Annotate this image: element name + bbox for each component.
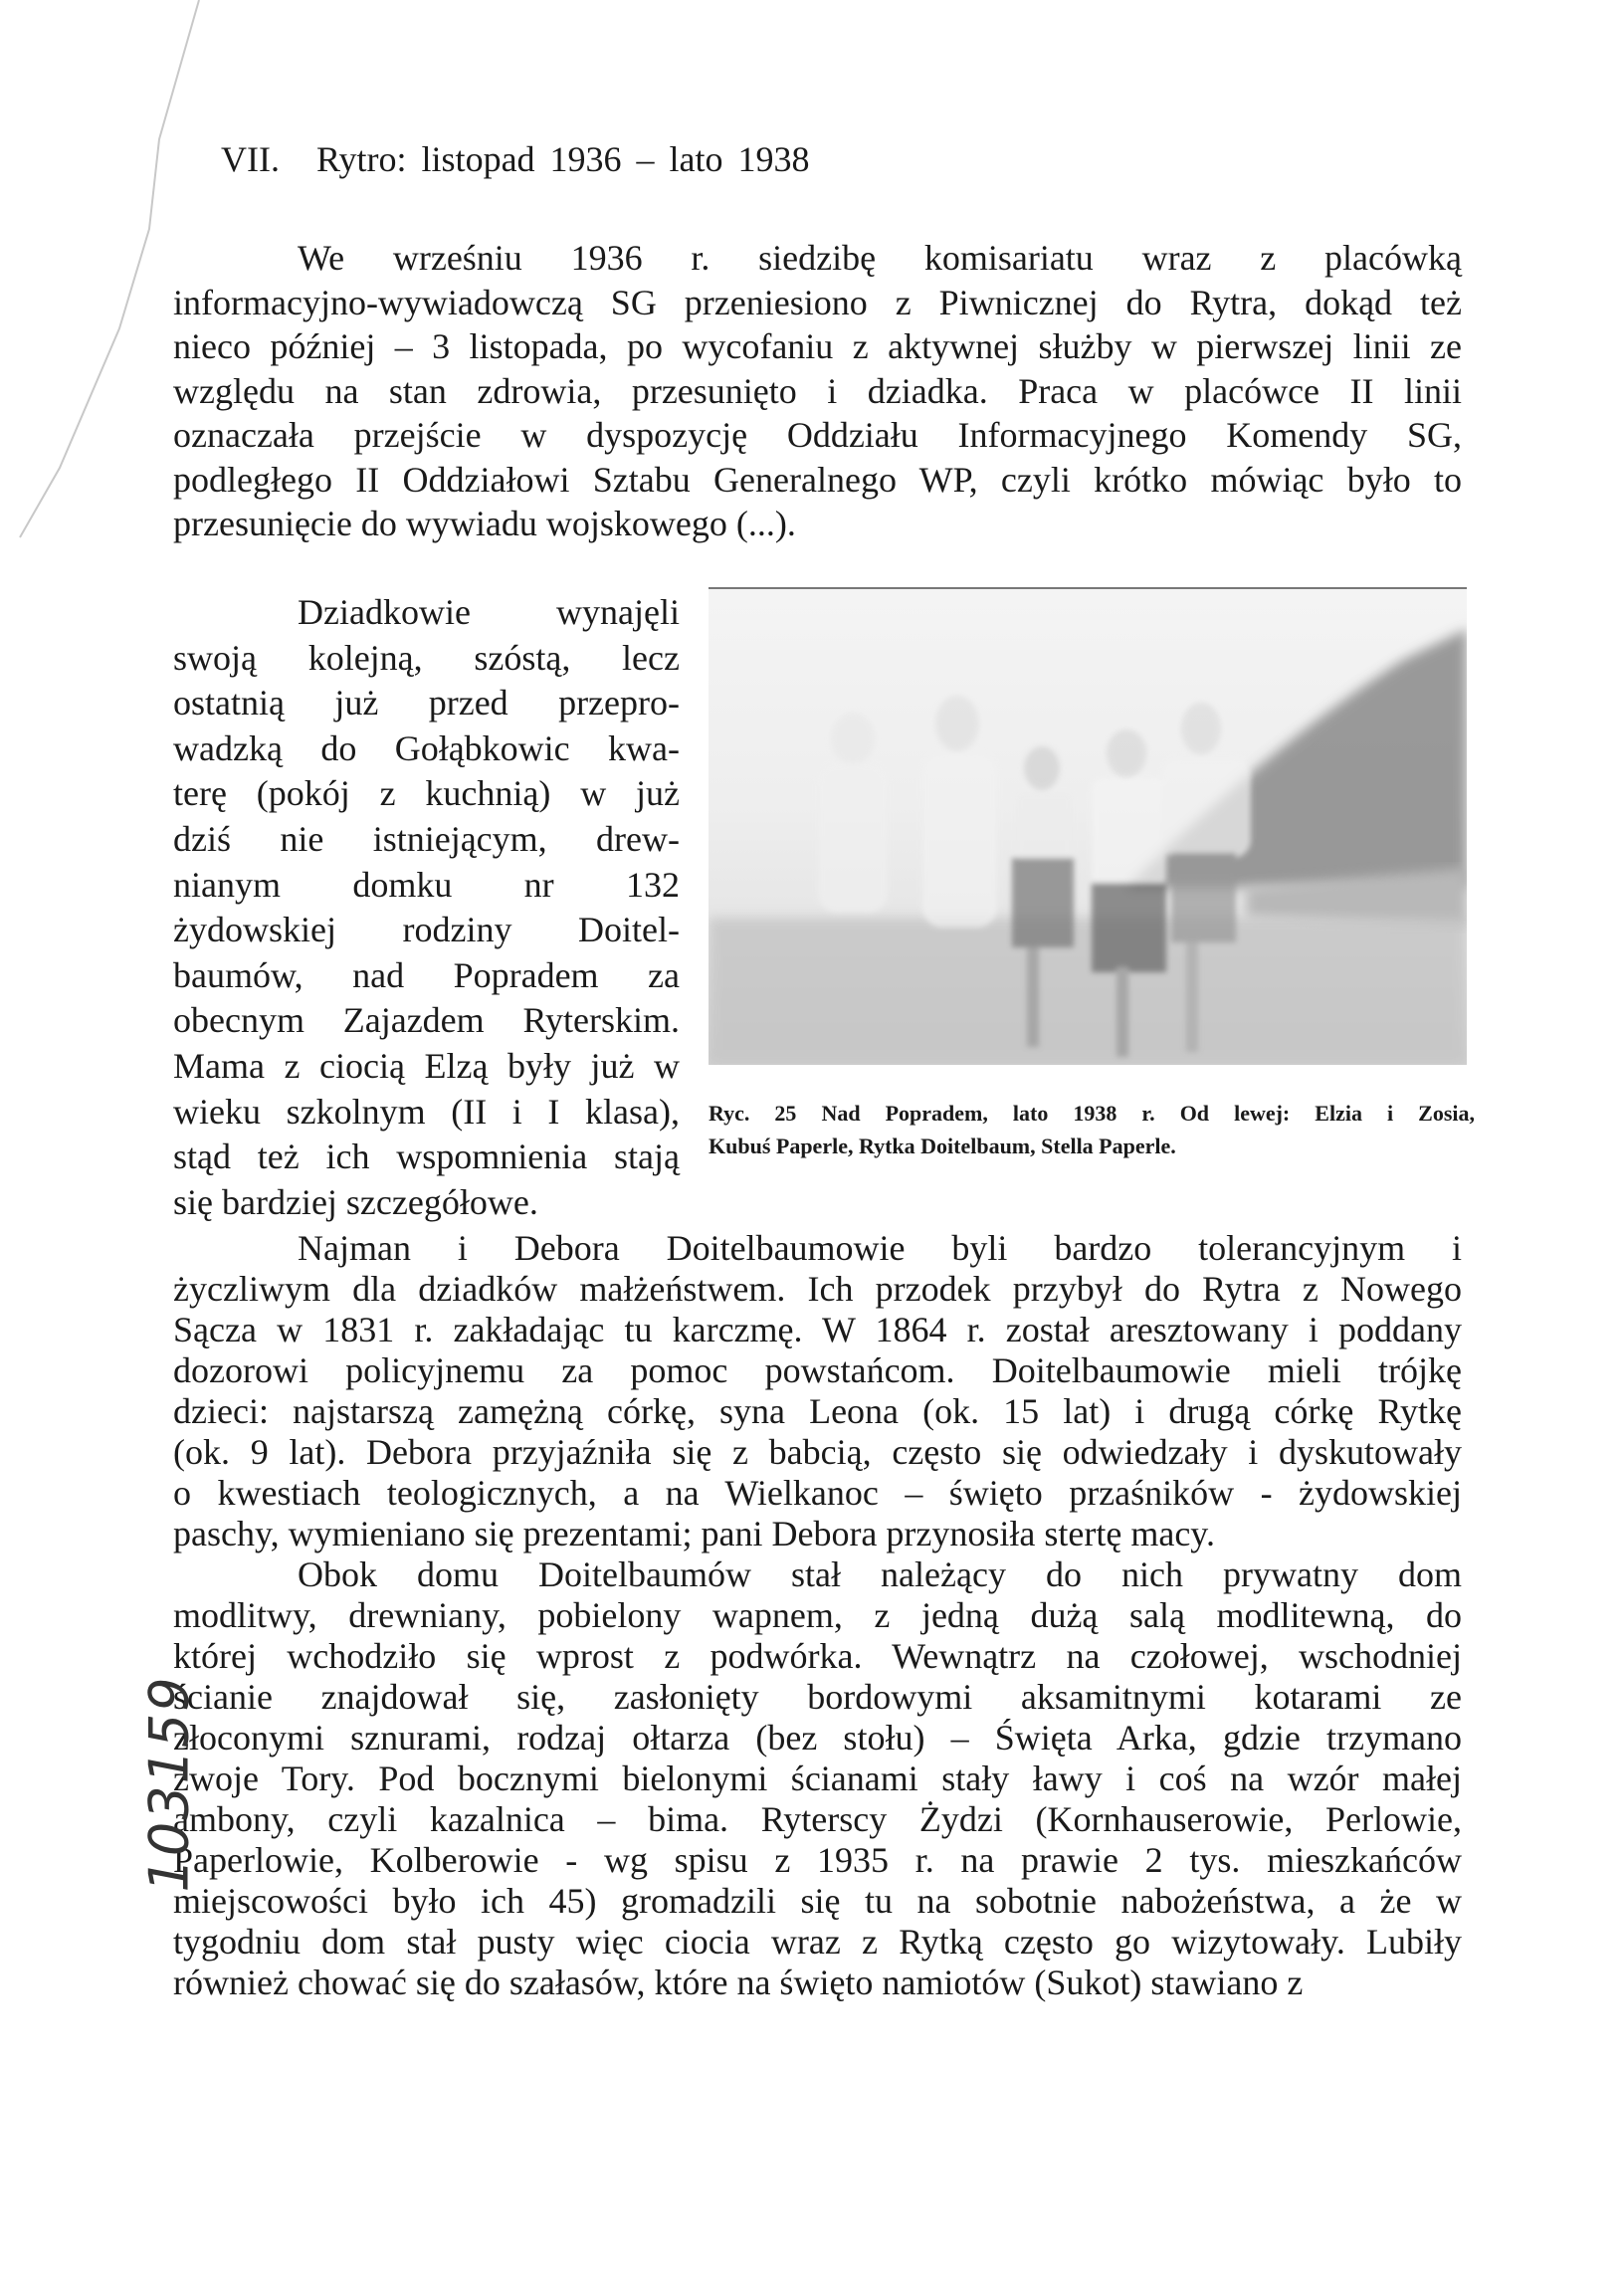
chapter-title: Rytro: listopad 1936 – lato 1938 bbox=[315, 139, 810, 179]
text-line: nianym domku nr 132 bbox=[173, 864, 680, 905]
text-line: również chować się do szałasów, które na święto namiotów (Sukot) stawiano z bbox=[173, 1963, 1304, 2002]
text-line: żydowskiej rodziny Doitel- bbox=[173, 910, 680, 950]
text-line: ostatnią już przed przepro- bbox=[173, 683, 680, 724]
text-line: przesunięcie do wywiadu wojskowego (...). bbox=[173, 504, 796, 543]
text-line: się bardziej szczegółowe. bbox=[173, 1181, 538, 1222]
text-line: Obok domu Doitelbaumów stał należący do nich prywatny dom bbox=[298, 1554, 1462, 1594]
text-line: której wchodziło się wprost z podwórka. Wewnątrz na czołowej, wschodniej bbox=[173, 1636, 1462, 1676]
text-line: zwoje Tory. Pod bocznymi bielonymi ścianami stały ławy i coś na wzór małej bbox=[173, 1758, 1462, 1798]
text-line: obecnym Zajazdem Ryterskim. bbox=[173, 1000, 680, 1041]
text-line: podległego II Oddziałowi Sztabu Generalnego WP, czyli krótko mówiąc było to bbox=[173, 459, 1462, 500]
text-line: Najman i Debora Doitelbaumowie byli bardzo tolerancyjnym i bbox=[298, 1228, 1462, 1268]
text-line: modlitwy, drewniany, pobielony wapnem, z jedną dużą salą modlitewną, do bbox=[173, 1595, 1462, 1635]
text-line: życzliwym dla dziadków małżeństwem. Ich przodek przybył do Rytra z Nowego bbox=[173, 1269, 1462, 1309]
figure-caption bbox=[709, 1097, 1475, 1162]
chapter-heading bbox=[221, 136, 810, 182]
text-line: dzieci: najstarszą zamężną córkę, syna Leona (ok. 15 lat) i drugą córkę Rytkę bbox=[173, 1391, 1462, 1431]
text-line: paschy, wymieniano się prezentami; pani Debora przynosiła stertę macy. bbox=[173, 1514, 1215, 1553]
text-line: Mama z ciocią Elzą były już w bbox=[173, 1045, 680, 1086]
text-line: swoją kolejną, szóstą, lecz bbox=[173, 637, 680, 678]
text-line: o kwestiach teologicznych, a na Wielkanoc – święto przaśników - żydowskiej bbox=[173, 1473, 1462, 1513]
text-line: miejscowości było ich 45) gromadzili się tu na sobotnie nabożeństwa, a że w bbox=[173, 1881, 1462, 1921]
text-line: względu na stan zdrowia, przesunięto i dziadka. Praca w placówce II linii bbox=[173, 370, 1462, 411]
text-line: wadzką do Gołąbkowic kwa- bbox=[173, 727, 680, 768]
caption-line-1: Ryc. 25 Nad Popradem, lato 1938 r. Od lewej: Elzia i Zosia, bbox=[709, 1101, 1475, 1126]
text-line: Paperlowie, Kolberowie - wg spisu z 1935 r. na prawie 2 tys. mieszkańców bbox=[173, 1840, 1462, 1880]
text-line: nieco później – 3 listopada, po wycofaniu z aktywnej służby w pierwszej linii ze bbox=[173, 326, 1462, 366]
text-line: dozorowi policyjnemu za pomoc powstańcom. Doitelbaumowie mieli trójkę bbox=[173, 1350, 1462, 1390]
paragraph-2-column bbox=[173, 590, 680, 1225]
text-line: stąd też ich wspomnienia stają bbox=[173, 1137, 680, 1177]
text-line: ścianie znajdował się, zasłonięty bordowymi aksamitnymi kotarami ze bbox=[173, 1677, 1462, 1717]
text-line: złoconymi sznurami, rodzaj ołtarza (bez stołu) – Święta Arka, gdzie trzymano bbox=[173, 1718, 1462, 1758]
text-line: dziś nie istniejącym, drew- bbox=[173, 818, 680, 859]
text-line: tygodniu dom stał pusty więc ciocia wraz z Rytką często go wizytowały. Lubiły bbox=[173, 1922, 1462, 1962]
text-line: wieku szkolnym (II i I klasa), bbox=[173, 1091, 680, 1132]
text-line: informacyjno-wywiadowczą SG przeniesiono z Piwnicznej do Rytra, dokąd też bbox=[173, 282, 1462, 322]
photo-image bbox=[709, 589, 1467, 1065]
text-line: We wrześniu 1936 r. siedzibę komisariatu wraz z placówką bbox=[298, 238, 1462, 278]
text-line: (ok. 9 lat). Debora przyjaźniła się z babcią, często się odwiedzały i dyskutowały bbox=[173, 1432, 1462, 1472]
text-line: Sącza w 1831 r. zakładając tu karczmę. W 1864 r. został aresztowany i poddany bbox=[173, 1310, 1462, 1349]
text-line: ambony, czyli kazalnica – bima. Ryterscy Żydzi (Kornhauserowie, Perlowie, bbox=[173, 1799, 1462, 1839]
chapter-number: VII. bbox=[221, 139, 280, 179]
lower-text bbox=[173, 1228, 1462, 2003]
handwritten-archive-number: 103159 bbox=[137, 1675, 201, 1893]
text-line: baumów, nad Popradem za bbox=[173, 954, 680, 995]
paragraph-1 bbox=[173, 236, 1462, 546]
text-line: oznaczała przejście w dyspozycję Oddziału Informacyjnego Komendy SG, bbox=[173, 415, 1462, 455]
text-line: Dziadkowie wynajęli bbox=[298, 592, 680, 632]
text-line: terę (pokój z kuchnią) w już bbox=[173, 773, 680, 814]
caption-line-2: Kubuś Paperle, Rytka Doitelbaum, Stella Paperle. bbox=[709, 1134, 1176, 1158]
photo-children-by-poprad bbox=[709, 587, 1467, 1065]
